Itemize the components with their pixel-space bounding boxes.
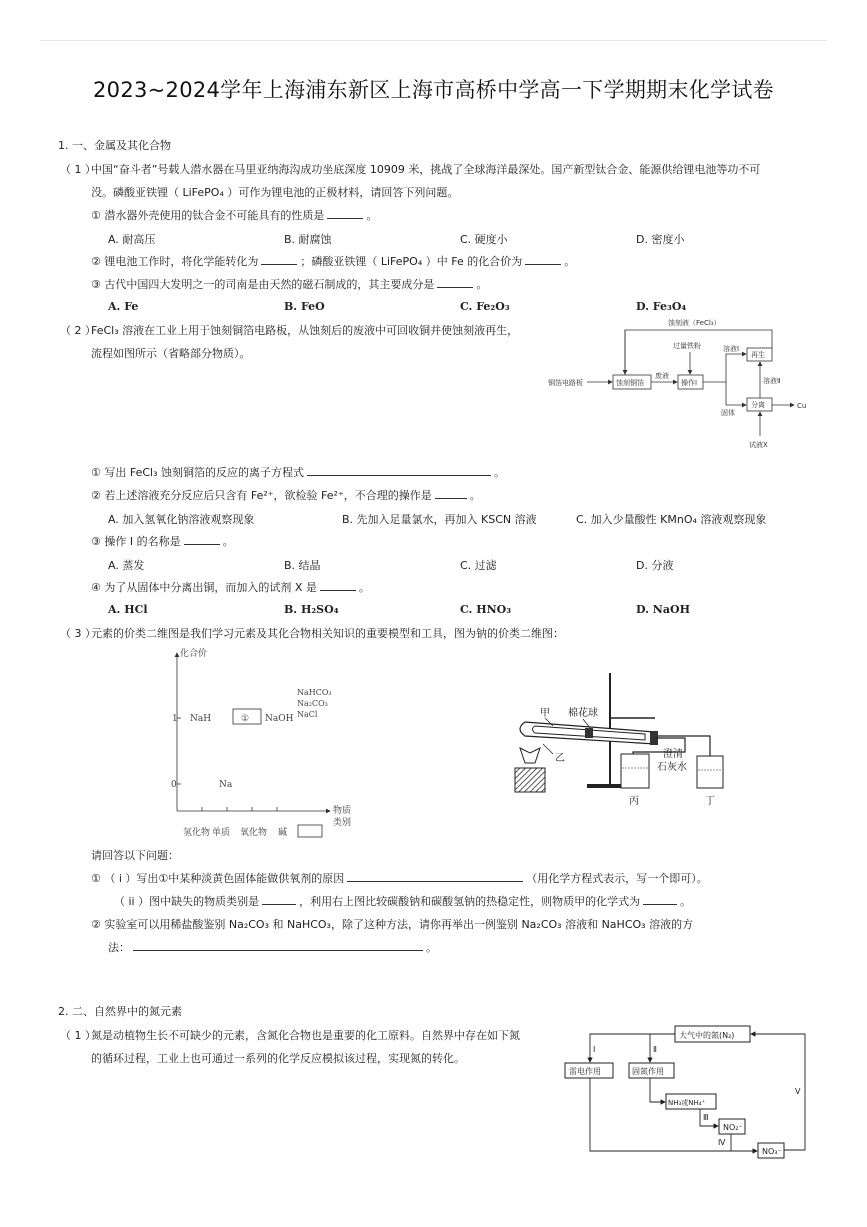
q1-t4-option-d[interactable]: D. NaOH — [636, 603, 690, 616]
q1-part2-line2: 流程如图所示（省略部分物质）。 — [91, 347, 251, 360]
q1-part2-num: （ 2 ） — [60, 324, 96, 337]
chart-salt-1: NaHCO₃ — [297, 688, 332, 697]
flow-solII-label: 溶液Ⅱ — [763, 377, 781, 385]
q2-heading: 2. 二、自然界中的氮元素 — [58, 1005, 182, 1018]
thermal-stability-apparatus — [505, 658, 735, 808]
q1-sub1-option-c[interactable]: C. 硬度小 — [460, 233, 508, 246]
flow-top-label: 蚀刻液（FeCl₃） — [668, 319, 721, 327]
chart-cat-base: 碱 — [278, 828, 288, 838]
sodium-valence-chart — [165, 645, 365, 840]
q1-t4: ④ 为了从固体中分离出铜，而加入的试剂 X 是 。 — [91, 581, 370, 594]
q1-part1-line1: 中国“奋斗者”号载人潜水器在马里亚纳海沟成功坐底深度 10909 米，挑战了全球海洋最深处。国产新型钛合金、能源供给锂电池等功不可 — [91, 163, 761, 176]
q1-ask: 请回答以下问题： — [91, 849, 179, 862]
flow-input-label: 铜箔电路板 — [548, 379, 583, 387]
q1-part2-line1: FeCl₃ 溶液在工业上用于蚀刻铜箔电路板，从蚀刻后的废液中可回收铜并使蚀刻液再生， — [91, 324, 519, 337]
flow-etch-box: 蚀刻铜箔 — [616, 379, 644, 387]
q1-t3-option-a[interactable]: A. 蒸发 — [108, 559, 145, 572]
chart-tick-plus1: 1 — [172, 714, 178, 724]
q1-u3-line2: 法： 。 — [108, 941, 437, 954]
q1-heading: 1. 一、金属及其化合物 — [58, 139, 171, 152]
flow-waste-label: 废液 — [655, 372, 669, 380]
cycle-step-3: Ⅲ — [703, 1113, 709, 1122]
apparatus-jia: 甲 — [540, 708, 550, 719]
chart-cat-element: 单质 — [212, 828, 231, 838]
flow-sep-box: 分离 — [751, 401, 765, 409]
q1-t4-option-a[interactable]: A. HCl — [108, 603, 148, 616]
chart-tick-zero: 0 — [171, 780, 177, 790]
q1-t2-option-a[interactable]: A. 加入氢氧化钠溶液观察现象 — [108, 513, 255, 526]
chart-cat-oxide: 氧化物 — [240, 828, 268, 838]
q1-sub3: ③ 古代中国四大发明之一的司南是由天然的磁石制成的，其主要成分是 。 — [91, 278, 488, 291]
q1-sub3-option-a[interactable]: A. Fe — [108, 300, 139, 313]
cycle-fix-box: 固氮作用 — [632, 1067, 664, 1076]
apparatus-limewater-2: 石灰水 — [657, 762, 687, 773]
chart-nah: NaH — [190, 714, 212, 724]
q1-sub2: ② 锂电池工作时，将化学能转化为 ；磷酸亚铁锂（ LiFePO₄ ）中 Fe 的化合价为 。 — [91, 255, 576, 268]
flow-iron-label: 过量铁粉 — [673, 342, 701, 350]
chart-circle-mark: ① — [241, 714, 250, 724]
chart-salt-3: NaCl — [297, 710, 318, 719]
q2-part1-num: （ 1 ） — [60, 1029, 96, 1042]
q1-t2-option-b[interactable]: B. 先加入足量氯水，再加入 KSCN 溶液 — [342, 513, 537, 526]
q1-t4-option-c[interactable]: C. HNO₃ — [460, 603, 512, 616]
flow-cu-label: Cu — [797, 402, 807, 410]
cycle-step-1: Ⅰ — [593, 1045, 596, 1054]
apparatus-cotton: 棉花球 — [568, 708, 598, 719]
q1-sub1-option-b[interactable]: B. 耐腐蚀 — [284, 233, 332, 246]
chart-naoh: NaOH — [265, 714, 294, 724]
q1-t3-option-b[interactable]: B. 结晶 — [284, 559, 321, 572]
q2-part1-line2: 的循环过程，工业上也可通过一系列的化学反应模拟该过程，实现氮的转化。 — [91, 1052, 465, 1065]
apparatus-ding: 丁 — [705, 796, 715, 807]
chart-salt-2: Na₂CO₃ — [297, 699, 328, 708]
q1-sub3-option-b[interactable]: B. FeO — [284, 300, 325, 313]
q1-part3-num: （ 3 ） — [60, 627, 96, 640]
q1-t4-option-b[interactable]: B. H₂SO₄ — [284, 603, 339, 616]
etching-flow-diagram — [540, 316, 820, 451]
q1-part3-line1: 元素的价类二维图是我们学习元素及其化合物相关知识的重要模型和工具，图为钠的价类二维图： — [91, 627, 564, 640]
cycle-lightning-box: 雷电作用 — [569, 1067, 601, 1076]
cycle-no3-box: NO₃⁻ — [762, 1147, 782, 1156]
apparatus-limewater-1: 澄清 — [663, 749, 683, 760]
q1-part1-line2: 没。磷酸亚铁锂（ LiFePO₄ ）可作为锂电池的正极材料，请回答下列问题。 — [91, 186, 459, 199]
q1-t3-option-d[interactable]: D. 分液 — [636, 559, 674, 572]
q1-u3-line1: ② 实验室可以用稀盐酸鉴别 Na₂CO₃ 和 NaHCO₃，除了这种方法，请你再举出一例鉴别 Na₂CO₃ 溶液和 NaHCO₃ 溶液的方 — [91, 918, 694, 931]
q1-sub3-option-d[interactable]: D. Fe₃O₄ — [636, 300, 687, 313]
q1-t2: ② 若上述溶液充分反应后只含有 Fe²⁺，欲检验 Fe²⁺，不合理的操作是 。 — [91, 489, 481, 502]
q1-part1-num: （ 1 ） — [60, 163, 96, 176]
q1-t3-option-c[interactable]: C. 过滤 — [460, 559, 497, 572]
q1-sub1: ① 潜水器外壳使用的钛合金不可能具有的性质是 。 — [91, 209, 378, 222]
apparatus-bing: 丙 — [629, 796, 639, 807]
apparatus-yi: 乙 — [555, 753, 565, 764]
page-title: 2023~2024学年上海浦东新区上海市高桥中学高一下学期期末化学试卷 — [93, 78, 774, 102]
flow-op1-box: 操作Ⅰ — [681, 379, 698, 387]
q1-t3: ③ 操作 Ⅰ 的名称是 。 — [91, 535, 234, 548]
flow-x-label: 试液X — [749, 441, 768, 449]
cycle-step-2: Ⅱ — [653, 1045, 657, 1054]
cycle-no2-box: NO₂⁻ — [723, 1123, 743, 1132]
q1-u2: （ ii ）图中缺失的物质类别是 ，利用右上图比较碳酸钠和碳酸氢钠的热稳定性，则物质甲的化学式为 。 — [114, 895, 692, 908]
flow-solI-label: 溶液Ⅰ — [723, 345, 740, 353]
chart-na: Na — [219, 780, 233, 790]
flow-regen-box: 再生 — [751, 351, 765, 359]
chart-x-label-2: 类别 — [333, 818, 352, 828]
q1-sub3-option-c[interactable]: C. Fe₂O₃ — [460, 300, 510, 313]
cycle-nh-box: NH₃或NH₄⁺ — [668, 1099, 706, 1107]
chart-x-label-1: 物质 — [333, 806, 352, 816]
q1-u1: ① （ i ）写出①中某种淡黄色固体能做供氧剂的原因 （用化学方程式表示，写一个即可）。 — [91, 872, 708, 885]
top-divider — [40, 40, 827, 41]
chart-cat-hydride: 氢化物 — [183, 828, 211, 838]
nitrogen-cycle-diagram — [555, 1020, 815, 1165]
cycle-step-5: Ⅴ — [795, 1087, 801, 1096]
q1-sub1-option-a[interactable]: A. 耐高压 — [108, 233, 156, 246]
chart-y-label: 化合价 — [180, 649, 208, 659]
q2-part1-line1: 氮是动植物生长不可缺少的元素，含氮化合物也是重要的化工原料。自然界中存在如下氮 — [91, 1029, 520, 1042]
cycle-air-box: 大气中的氮(N₂) — [679, 1031, 735, 1040]
q1-sub1-option-d[interactable]: D. 密度小 — [636, 233, 685, 246]
flow-solid-label: 固体 — [721, 409, 735, 417]
q1-t1: ① 写出 FeCl₃ 蚀刻铜箔的反应的离子方程式 。 — [91, 466, 505, 479]
q1-t2-option-c[interactable]: C. 加入少量酸性 KMnO₄ 溶液观察现象 — [576, 513, 767, 526]
cycle-step-4: Ⅳ — [718, 1138, 726, 1147]
